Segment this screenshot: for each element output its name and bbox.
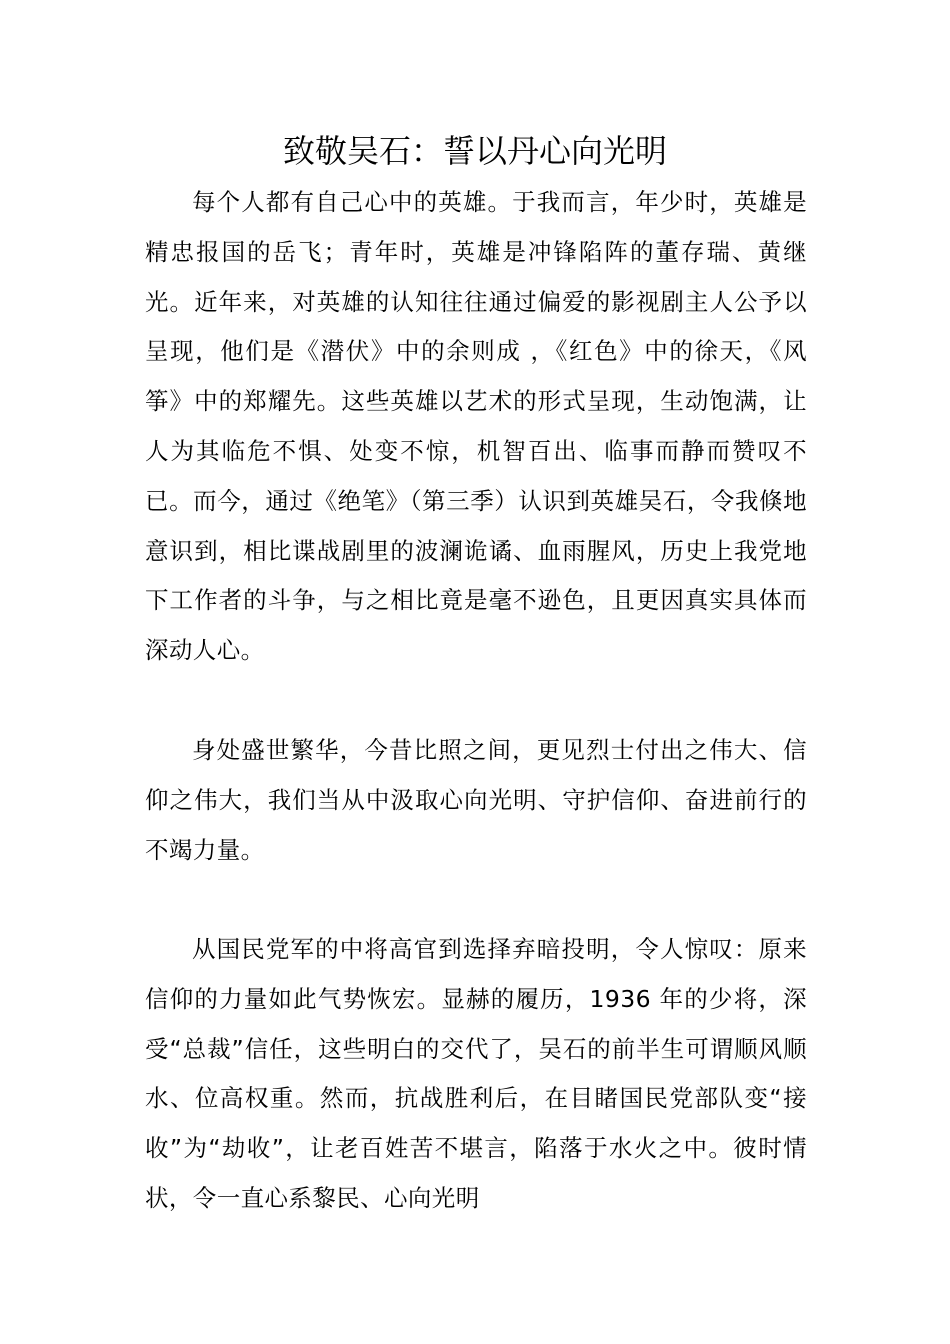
paragraph-2: 身处盛世繁华，今昔比照之间，更见烈士付出之伟大、信仰之伟大，我们当从中汲取心向光明、守护信仰、奋进前行的不竭力量。: [145, 736, 807, 864]
document-title: 致敬吴石：誓以丹心向光明: [282, 132, 667, 170]
paragraph-1: 每个人都有自己心中的英雄。于我而言，年少时，英雄是精忠报国的岳飞；青年时，英雄是冲锋陷阵的董存瑞、黄继光。近年来，对英雄的认知往往通过偏爱的影视剧主人公予以呈现，他们是《潜伏》中的余则成 ，《红色》中的徐天，《风筝》中的郑耀先。这些英雄以艺术的形式呈现，生动饱满，让人为其临危不惧、处变不惊，机智百出、临事而静而赞叹不已。而今，通过《绝笔》（第三季）认识到英雄吴石，令我倏地意识到，相比谍战剧里的波澜诡谲、血雨腥风，历史上我党地下工作者的斗争，与之相比竟是毫不逊色，且更因真实具体而深动人心。: [145, 188, 807, 665]
paragraph-3: 从国民党军的中将高官到选择弃暗投明，令人惊叹：原来信仰的力量如此气势恢宏。显赫的履历，1936 年的少将，深受“总裁”信任，这些明白的交代了，吴石的前半生可谓顺风顺水、位高权重。然而，抗战胜利后，在目睹国民党部队变“接收”为“劫收”，让老百姓苦不堪言，陷落于水火之中。彼时情状，令一直心系黎民、心向光明: [145, 935, 807, 1212]
